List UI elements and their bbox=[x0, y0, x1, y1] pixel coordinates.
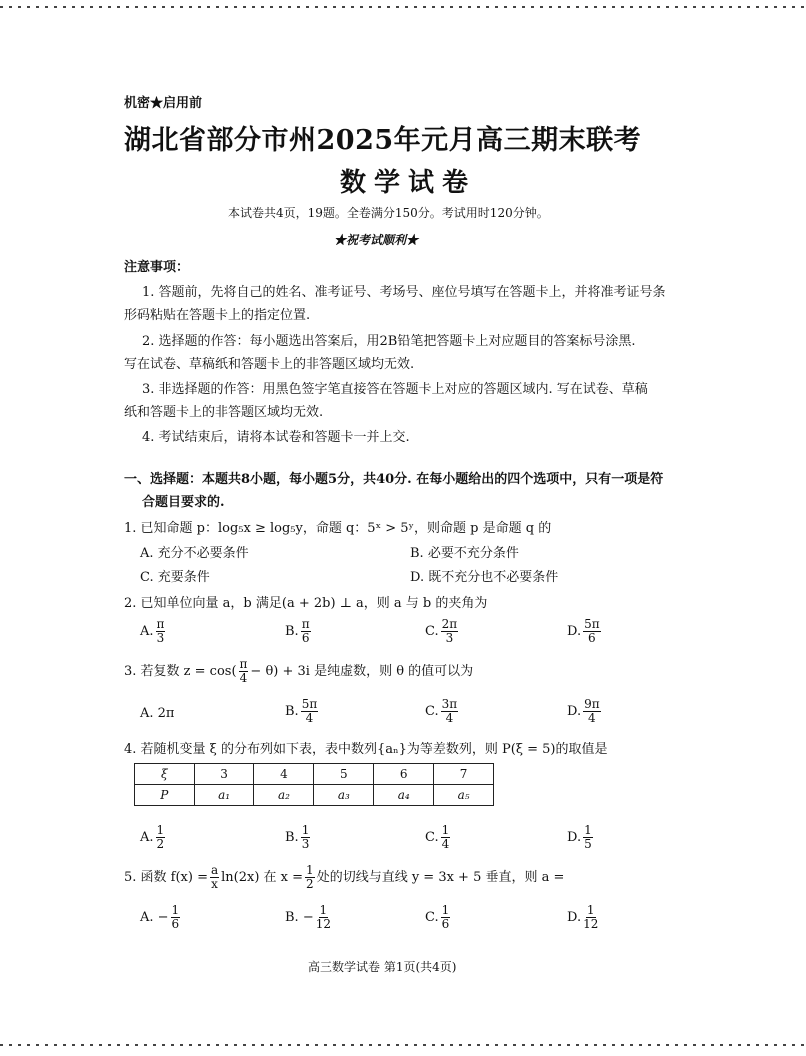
table-cell: ξ bbox=[135, 764, 195, 785]
q1-option-a: A. 充分不必要条件 bbox=[140, 546, 249, 561]
section-heading: 一、选择题：本题共8小题，每小题5分，共40分. 在每小题给出的四个选项中，只有一项是符 bbox=[124, 472, 664, 487]
section-heading-cont: 合题目要求的. bbox=[142, 495, 225, 510]
q1-option-b: B. 必要不充分条件 bbox=[410, 546, 519, 561]
exam-title: 湖北省部分市州2025年元月高三期末联考 bbox=[124, 125, 642, 156]
table-cell: a₃ bbox=[314, 785, 374, 806]
table-cell: P bbox=[135, 785, 195, 806]
note-4: 4. 考试结束后，请将本试卷和答题卡一并上交. bbox=[142, 430, 410, 445]
scan-edge-bottom bbox=[0, 1044, 806, 1046]
distribution-table bbox=[134, 763, 494, 806]
q1-option-d: D. 既不充分也不必要条件 bbox=[410, 570, 559, 585]
q4-option-b: B. $\frac{1}{3}$ bbox=[285, 823, 310, 851]
q5-option-a: A. − $\frac{1}{6}$ bbox=[140, 903, 180, 931]
q2-option-b: B. $\frac{\pi}{6}$ bbox=[285, 617, 310, 645]
q3-option-a: A. 2π bbox=[140, 706, 175, 721]
q5-option-d: D. $\frac{1}{12}$ bbox=[567, 903, 599, 931]
table-cell: a₁ bbox=[194, 785, 254, 806]
question-2-stem: 2. 已知单位向量 a，b 满足(a + 2b) ⊥ a，则 a 与 b 的夹角为 bbox=[124, 596, 488, 611]
q2-option-a: A. $\frac{\pi}{3}$ bbox=[140, 617, 165, 645]
table-cell: a₂ bbox=[254, 785, 314, 806]
table-cell: a₅ bbox=[434, 785, 494, 806]
table-row bbox=[135, 785, 494, 806]
page-footer: 高三数学试卷 第1页(共4页) bbox=[308, 960, 457, 974]
table-cell: 3 bbox=[194, 764, 254, 785]
question-4-stem: 4. 若随机变量 ξ 的分布列如下表，表中数列{aₙ}为等差数列，则 P(ξ = 5)的取值是 bbox=[124, 742, 608, 757]
table-cell: 4 bbox=[254, 764, 314, 785]
note-2: 2. 选择题的作答：每小题选出答案后，用2B铅笔把答题卡上对应题目的答案标号涂黑. bbox=[142, 334, 636, 349]
q3-option-b: B. $\frac{5\pi}{4}$ bbox=[285, 697, 318, 725]
q2-option-d: D. $\frac{5\pi}{6}$ bbox=[567, 617, 600, 645]
q1-option-c: C. 充要条件 bbox=[140, 570, 210, 585]
q5-option-c: C. $\frac{1}{6}$ bbox=[425, 903, 450, 931]
table-cell: a₄ bbox=[374, 785, 434, 806]
q3-option-c: C. $\frac{3\pi}{4}$ bbox=[425, 697, 458, 725]
confidential-label: 机密★启用前 bbox=[124, 96, 203, 111]
note-2-cont: 写在试卷、草稿纸和答题卡上的非答题区域均无效. bbox=[124, 357, 415, 372]
good-luck: ★祝考试顺利★ bbox=[334, 233, 419, 247]
note-1: 1. 答题前，先将自己的姓名、准考证号、考场号、座位号填写在答题卡上，并将准考证号条 bbox=[142, 285, 666, 300]
question-5-stem: 5. 函数 f(x) = $\frac{a}{x}$ ln(2x) 在 x = $\frac{1}{2}$ 处的切线与直线 y = 3x + 5 垂直，则 a = bbox=[124, 863, 565, 891]
note-3-cont: 纸和答题卡上的非答题区域均无效. bbox=[124, 405, 324, 420]
question-3-stem: 3. 若复数 z = cos( $\frac{\pi}{4}$ − θ) + 3i 是纯虚数，则 θ 的值可以为 bbox=[124, 657, 474, 685]
note-3: 3. 非选择题的作答：用黑色签字笔直接答在答题卡上对应的答题区域内. 写在试卷、草稿 bbox=[142, 382, 648, 397]
exam-subject: 数学试卷 bbox=[340, 168, 477, 198]
q4-option-a: A. $\frac{1}{2}$ bbox=[140, 823, 165, 851]
notes-heading: 注意事项： bbox=[124, 260, 190, 275]
table-row bbox=[135, 764, 494, 785]
q4-option-c: C. $\frac{1}{4}$ bbox=[425, 823, 450, 851]
exam-info: 本试卷共4页，19题。全卷满分150分。考试用时120分钟。 bbox=[228, 206, 549, 220]
q3-option-d: D. $\frac{9\pi}{4}$ bbox=[567, 697, 600, 725]
q5-option-b: B. − $\frac{1}{12}$ bbox=[285, 903, 331, 931]
question-1-stem: 1. 已知命题 p：log₅x ≥ log₅y，命题 q：5ˣ > 5ʸ，则命题 p 是命题 q 的 bbox=[124, 521, 552, 536]
q4-option-d: D. $\frac{1}{5}$ bbox=[567, 823, 592, 851]
table-cell: 5 bbox=[314, 764, 374, 785]
q2-option-c: C. $\frac{2\pi}{3}$ bbox=[425, 617, 458, 645]
table-cell: 7 bbox=[434, 764, 494, 785]
note-1-cont: 形码粘贴在答题卡上的指定位置. bbox=[124, 308, 311, 323]
scan-edge-top bbox=[0, 6, 806, 8]
table-cell: 6 bbox=[374, 764, 434, 785]
